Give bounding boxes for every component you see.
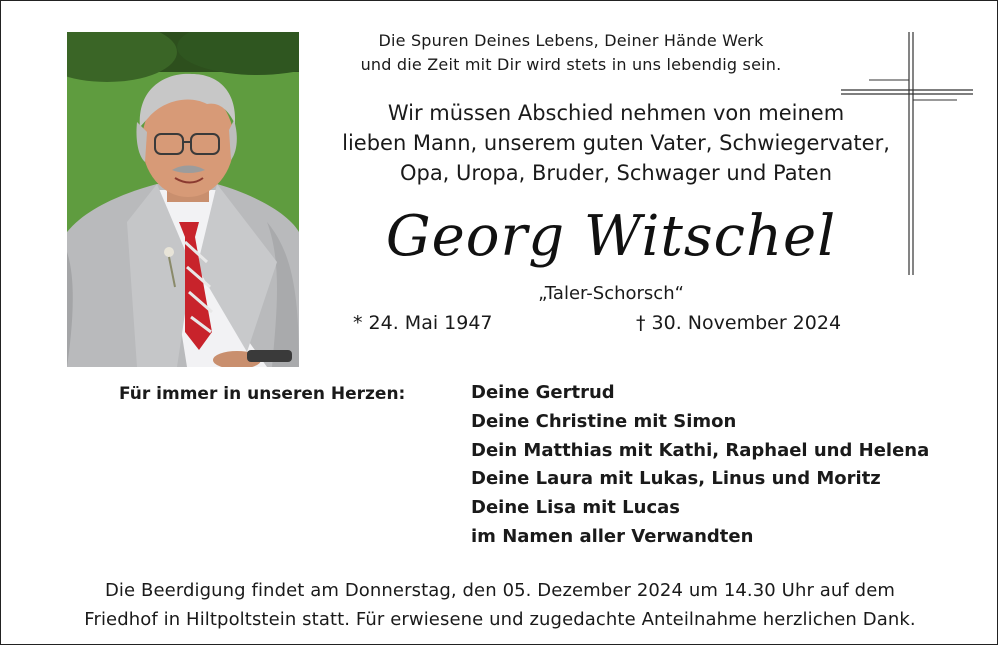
verse-line: und die Zeit mit Dir wird stets in uns lebendig sein. [360,55,782,74]
farewell-line: Opa, Uropa, Bruder, Schwager und Paten [399,161,833,185]
mourner-item: Deine Christine mit Simon [471,410,737,432]
mourner-item: im Namen aller Verwandten [471,525,754,547]
mourner-item: Dein Matthias mit Kathi, Raphael und Helena [471,439,930,461]
funeral-announcement [21,576,979,634]
birth-date: * 24. Mai 1947 [353,312,493,334]
mourner-list [471,379,981,552]
deceased-nickname: „Taler-Schorsch“ [538,283,684,304]
memorial-verse [331,29,811,77]
death-date: † 30. November 2024 [636,312,842,334]
farewell-line: Wir müssen Abschied nehmen von meinem [387,101,845,125]
funeral-line: Die Beerdigung findet am Donnerstag, den 05. Dezember 2024 um 14.30 Uhr auf dem [104,580,896,601]
mourner-item: Deine Lisa mit Lucas [471,497,680,519]
deceased-name: Georg Witschel [385,204,837,269]
funeral-line: Friedhof in Hiltpoltstein statt. Für erwiesene und zugedachte Anteilnahme herzlichen Dank. [84,609,916,630]
portrait-photo [67,32,299,367]
mourner-item: Deine Laura mit Lukas, Linus und Moritz [471,468,881,490]
mourner-item: Deine Gertrud [471,382,615,403]
farewell-text [321,98,911,188]
farewell-line: lieben Mann, unserem guten Vater, Schwiegervater, [342,131,890,155]
verse-line: Die Spuren Deines Lebens, Deiner Hände Werk [378,31,764,50]
mourning-heading: Für immer in unseren Herzen: [119,384,406,404]
